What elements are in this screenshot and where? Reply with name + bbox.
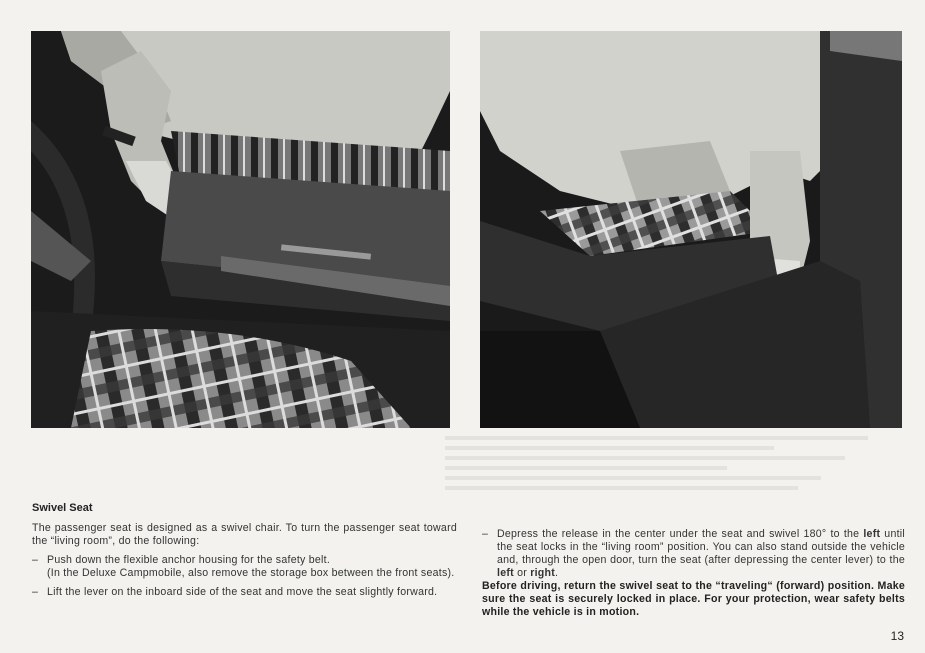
section-title: Swivel Seat xyxy=(32,502,93,514)
step-depress-release: – Depress the release in the center under the seat and swivel 180° to the left until the seat locks in the “living room” position. You can also stand outside the vehicle and, through the open door, turn the seat (after depressing the center lever) to the left or right. xyxy=(482,528,905,579)
step-push-anchor: – Push down the flexible anchor housing for the safety belt. (In the Deluxe Campmobile, also remove the storage box between the front seats). xyxy=(32,554,457,580)
step-text: Push down the flexible anchor housing for the safety belt. xyxy=(47,554,331,566)
safety-warning: Before driving, return the swivel seat to the “traveling“ (forward) position. Make sure the seat is securely locked in place. For your protection, wear safety belts while the vehicle is in motion. xyxy=(482,580,905,618)
right-column xyxy=(482,528,905,619)
step-lift-lever: – Lift the lever on the inboard side of the seat and move the seat slightly forward. xyxy=(32,586,457,599)
page-number: 13 xyxy=(890,629,904,643)
photo-seat-release xyxy=(480,31,902,428)
left-column xyxy=(32,522,457,599)
step-note: (In the Deluxe Campmobile, also remove the storage box between the front seats). xyxy=(47,567,455,579)
photo-seat-lever xyxy=(31,31,450,428)
step-text: Lift the lever on the inboard side of the seat and move the seat slightly forward. xyxy=(47,586,438,598)
intro-paragraph: The passenger seat is designed as a swivel chair. To turn the passenger seat toward the “living room”, do the following: xyxy=(32,522,457,547)
